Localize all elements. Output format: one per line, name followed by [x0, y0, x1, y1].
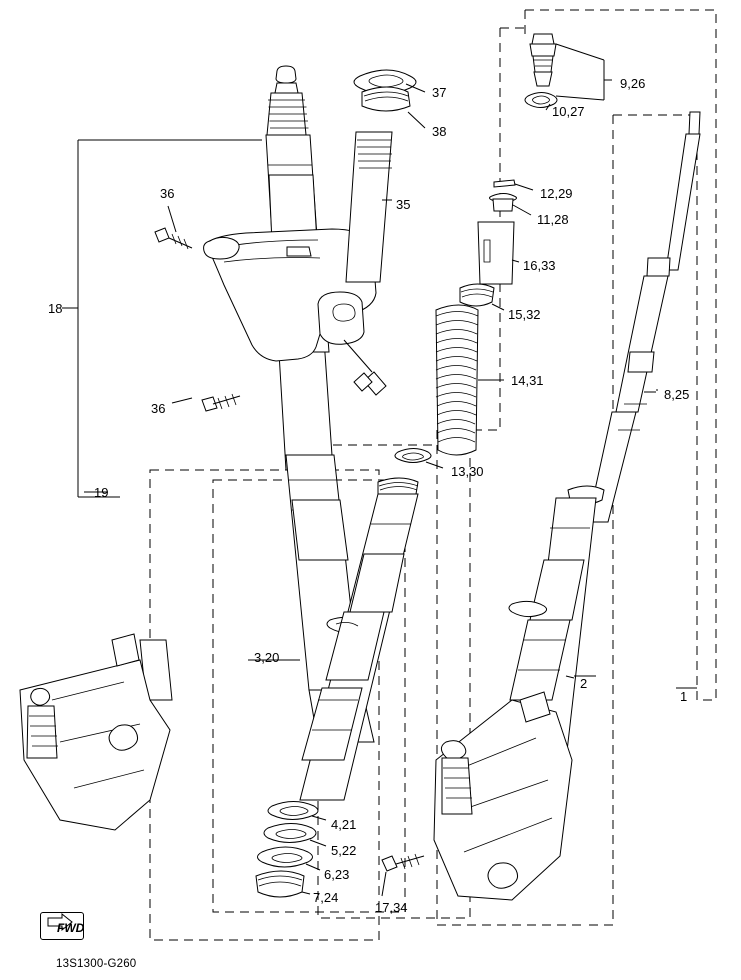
part-11-28-collar	[490, 194, 532, 216]
callout-11-28: 11,28	[537, 212, 569, 227]
callout-2: 2	[580, 676, 588, 691]
part-8-25-damper-rod	[568, 112, 700, 522]
callout-15-32: 15,32	[508, 307, 541, 322]
callout-38: 38	[432, 124, 447, 139]
part-14-31-fork-spring	[436, 305, 504, 455]
part-16-33-damper-cylinder	[478, 222, 519, 284]
part-5-22-oil-seal	[264, 824, 326, 847]
callout-16-33: 16,33	[523, 258, 556, 273]
callout-9-26: 9,26	[620, 76, 646, 91]
callout-8-25: 8,25	[664, 387, 690, 402]
part-2-fork-leg	[434, 498, 596, 900]
callout-12-29: 12,29	[540, 186, 573, 201]
callout-36-lower: 36	[151, 401, 166, 416]
callout-10-27: 10,27	[552, 104, 585, 119]
callout-3-20: 3,20	[254, 650, 280, 665]
callout-6-23: 6,23	[324, 867, 350, 882]
callout-13-30: 13,30	[451, 464, 484, 479]
callout-7-24: 7,24	[313, 890, 339, 905]
callout-35: 35	[396, 197, 411, 212]
part-35-inner-tube	[346, 132, 392, 282]
callout-36-upper: 36	[160, 186, 175, 201]
callout-4-21: 4,21	[331, 817, 357, 832]
callout-17-34: 17,34	[375, 900, 408, 915]
callout-14-31: 14,31	[511, 373, 544, 388]
part-9-26-damper-adjuster	[530, 34, 612, 100]
part-7-24-dust-seal	[256, 871, 310, 897]
part-17-34-bolt	[382, 854, 424, 896]
callout-37: 37	[432, 85, 447, 100]
part-4-21-oil-seal	[268, 802, 326, 821]
callout-5-22: 5,22	[331, 843, 357, 858]
callout-1: 1	[680, 689, 688, 704]
part-13-30-washer	[395, 449, 443, 469]
part-6-23-oil-seal	[258, 847, 321, 870]
part-12-29-washer	[494, 180, 533, 190]
part-38-dust-seal	[362, 87, 425, 128]
fwd-label: FWD	[57, 921, 85, 935]
callout-19: 19	[94, 485, 109, 500]
callout-18: 18	[48, 301, 63, 316]
drawing-number: 13S1300-G260	[56, 958, 137, 970]
